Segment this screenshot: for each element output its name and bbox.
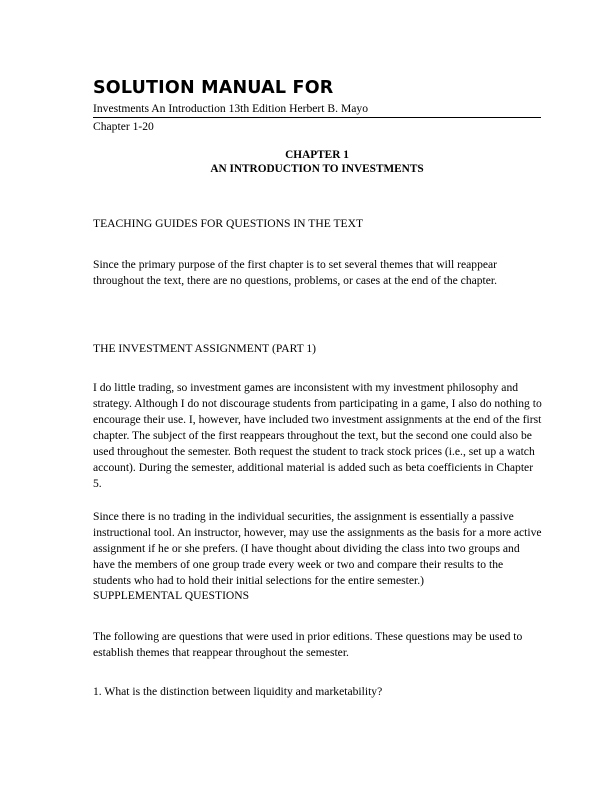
supplemental-questions-heading: SUPPLEMENTAL QUESTIONS (93, 589, 250, 602)
book-subtitle: Investments An Introduction 13th Edition Herbert B. Mayo (93, 102, 368, 115)
investment-assignment-heading: THE INVESTMENT ASSIGNMENT (PART 1) (93, 342, 317, 355)
header-divider (93, 117, 541, 118)
chapter-number: CHAPTER 1 (285, 149, 349, 161)
investment-assignment-paragraph-1: I do little trading, so investment games are inconsistent with my investment philosophy and strategy. Although I do not discourage students from participating in a game, I also do nothing to encourage their use. I, however, have included two investment assignments at the end of the first chapter. The subject of the first reappears throughout the text, but the second one could also be used throughout the semester. Both request the student to track stock prices (i.e., set up a watch account). During the semester, additional material is added such as beta coefficients in Chapter 5. (93, 381, 542, 490)
teaching-guides-paragraph: Since the primary purpose of the first chapter is to set several themes that will reappear throughout the text, there are no questions, problems, or cases at the end of the chapter. (93, 258, 498, 287)
question-1: 1. What is the distinction between liquidity and marketability? (93, 685, 383, 698)
supplemental-questions-intro: The following are questions that were used in prior editions. These questions may be used to establish themes that reappear throughout the semester. (93, 630, 523, 659)
investment-assignment-paragraph-2: Since there is no trading in the individual securities, the assignment is essentially a passive instructional tool. An instructor, however, may use the assignments as the basis for a more active assignment if he or she prefers. (I have thought about dividing the class into two groups and have the members of one group trade every week or two and compare their results to the students who had to hold their initial selections for the entire semester.) (93, 510, 542, 587)
chapter-title: AN INTRODUCTION TO INVESTMENTS (210, 163, 424, 175)
chapter-range: Chapter 1-20 (93, 120, 154, 133)
teaching-guides-heading: TEACHING GUIDES FOR QUESTIONS IN THE TEXT (93, 217, 364, 230)
manual-title: SOLUTION MANUAL FOR (93, 78, 334, 98)
